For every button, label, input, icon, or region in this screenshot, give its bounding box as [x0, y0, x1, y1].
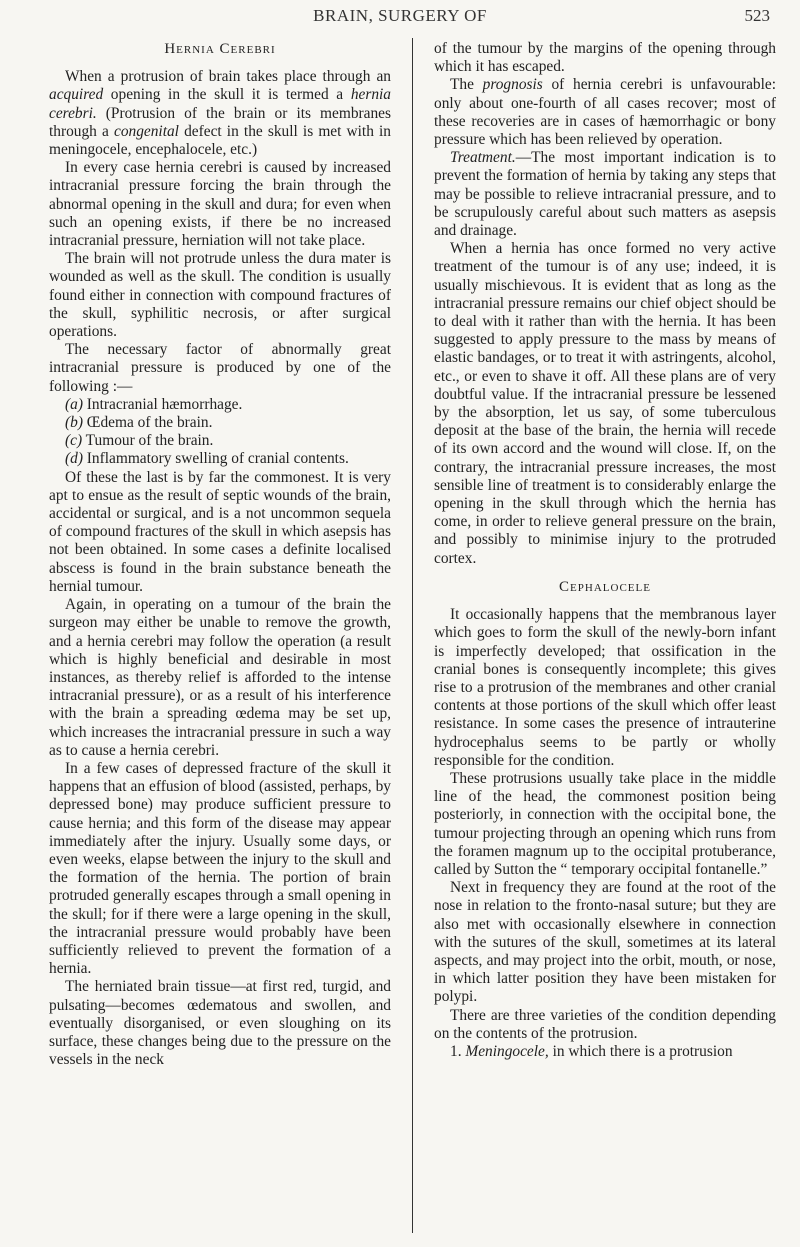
- paragraph: In every case hernia cerebri is caused by increased intracranial pressure forcing the brain through the abnormal opening in the skull and dura; for even when such an opening exists, if there be no increased intracranial pressure, herniation will not take place.: [49, 159, 391, 250]
- running-title: BRAIN, SURGERY OF: [313, 6, 487, 25]
- section-heading-hernia-cerebri: Hernia Cerebri: [164, 41, 276, 57]
- paragraph: There are three varieties of the condition depending on the contents of the protrusion.: [434, 1006, 776, 1042]
- paragraph: The prognosis of hernia cerebri is unfavourable: only about one-fourth of all cases recover; most of these recoveries are in cases of hæmorrhagic or bony pressure which has been relieved by operation.: [434, 76, 776, 149]
- paragraph: Treatment.—The most important indication is to prevent the formation of hernia by taking any steps that may be possible to relieve intracranial pressure, and to be scrupulously careful about such matters as asepsis and drainage.: [434, 149, 776, 240]
- paragraph: In a few cases of depressed fracture of the skull it happens that an effusion of blood (assisted, perhaps, by depressed bone) may produce sufficient pressure to cause hernia; and this form of the disease may appear immediately after the injury. Usually some days, or even weeks, elapse between the injury to the skull and the formation of the hernia. The portion of brain protruded generally escapes through a small opening in the skull; for if there were a large opening in the skull, the intracranial pressure would probably have been sufficiently relieved to prevent the formation of a hernia.: [49, 759, 391, 978]
- paragraph: The necessary factor of abnormally great intracranial pressure is produced by one of the following :—: [49, 341, 391, 395]
- paragraph: When a protrusion of brain takes place through an acquired opening in the skull it is termed a hernia cerebri. (Protrusion of the brain or its membranes through a congenital defect in the skull is met with in meningocele, encephalocele, etc.): [49, 68, 391, 159]
- column-divider: [412, 38, 413, 1233]
- paragraph: Next in frequency they are found at the root of the nose in relation to the fronto-nasal suture; but they are also met with occasionally elsewhere in connection with the sutures of the skull, sometimes at its lateral aspects, and may project into the orbit, mouth, or nose, in which latter position they have been mistaken for polypi.: [434, 879, 776, 1006]
- list-item: (d) Inflammatory swelling of cranial contents.: [65, 450, 349, 468]
- list-item: (c) Tumour of the brain.: [65, 432, 214, 450]
- paragraph: Of these the last is by far the commonest. It is very apt to ensue as the result of septic wounds of the brain, accidental or surgical, and is a not uncommon sequela of compound fractures of the skull in which asepsis has not been obtained. In some cases a definite localised abscess is found in the brain substance beneath the hernial tumour.: [49, 468, 391, 595]
- paragraph: These protrusions usually take place in the middle line of the head, the commonest position being posteriorly, in connection with the occipital bone, the tumour projecting through an opening which runs from the foramen magnum up to the occipital protuberance, called by Sutton the “ temporary occipital fontanelle.”: [434, 769, 776, 878]
- paragraph: Again, in operating on a tumour of the brain the surgeon may either be unable to remove the growth, and a hernia cerebri may follow the operation (a result which is highly beneficial and desirable in most instances, as thereby relief is afforded to the intense intracranial pressure), or as a result of his interference with the brain a spreading œdema may be set up, which increases the intracranial pressure in such a way as to cause a hernia cerebri.: [49, 596, 391, 759]
- right-column: [434, 40, 776, 1061]
- paragraph: 1. Meningocele, in which there is a protrusion: [450, 1042, 733, 1060]
- paragraph: The herniated brain tissue—at first red, turgid, and pulsating—becomes œdematous and swollen, and eventually disorganised, or even sloughing on its surface, these changes being due to the pressure on the vessels in the neck: [49, 978, 391, 1069]
- page-number: 523: [744, 6, 770, 25]
- paragraph: of the tumour by the margins of the opening through which it has escaped.: [434, 40, 776, 76]
- section-heading-cephalocele: Cephalocele: [559, 578, 651, 595]
- paragraph: It occasionally happens that the membranous layer which goes to form the skull of the newly-born infant is imperfectly developed; that ossification in the cranial bones is consequently incomplete; this gives rise to a protrusion of the membranes and other cranial contents at those portions of the skull which offer least resistance. In some cases the presence of intrauterine hydrocephalus seems to be partly or wholly responsible for the condition.: [434, 606, 776, 769]
- list-item: (a) Intracranial hæmorrhage.: [65, 395, 243, 413]
- paragraph: The brain will not protrude unless the dura mater is wounded as well as the skull. The condition is usually found either in connection with compound fractures of the skull, syphilitic necrosis, or after surgical operations.: [49, 250, 391, 341]
- paragraph: When a hernia has once formed no very active treatment of the tumour is of any use; indeed, it is usually mischievous. It is evident that as long as the intracranial pressure remains our chief object should be to deal with it rather than with the hernia. It has been suggested to apply pressure to the mass by means of elastic bandages, or to treat it with astringents, alcohol, etc., or even to shave it off. All these plans are of very doubtful value. If the intracranial pressure be lessened by the absorption, let us say, of some tuberculous deposit at the base of the brain, the hernia will recede of its own accord and the wound will close. If, on the contrary, the intracranial pressure increases, the most sensible line of treatment is to considerably enlarge the opening in the skull through which the hernia has come, in order to relieve general pressure on the brain, and possibly to minimise injury to the protruded cortex.: [434, 240, 776, 567]
- running-head: [0, 6, 800, 32]
- left-column: [49, 40, 391, 1069]
- list-item: (b) Œdema of the brain.: [65, 414, 213, 432]
